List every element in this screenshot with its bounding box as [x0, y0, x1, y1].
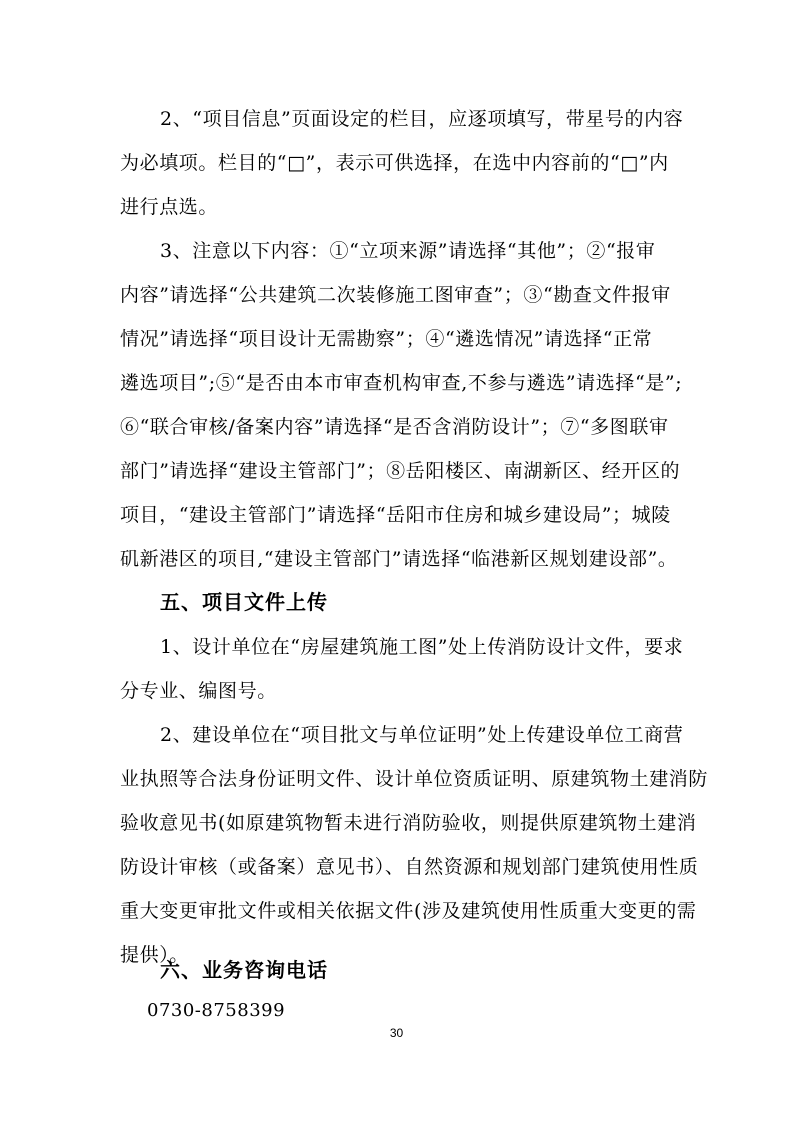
paragraph-line: 2、建设单位在“项目批文与单位证明”处上传建设单位工商营: [160, 724, 684, 746]
paragraph-line: 项目，“建设主管部门”请选择“岳阳市住房和城乡建设局”；城陵: [120, 504, 671, 526]
page-number: 30: [389, 1026, 404, 1040]
paragraph-line: 防设计审核（或备案）意见书）、自然资源和规划部门建筑使用性质: [120, 856, 699, 878]
paragraph-line: 情况”请选择“项目设计无需勘察”；④“遴选情况”请选择“正常: [120, 328, 653, 350]
paragraph-line: 验收意见书(如原建筑物暂未进行消防验收，则提供原建筑物土建消: [120, 812, 697, 834]
paragraph-line: 提供）。: [120, 944, 189, 966]
section-heading: 六、业务咨询电话: [160, 958, 328, 982]
paragraph-line: 业执照等合法身份证明文件、设计单位资质证明、原建筑物土建消防: [120, 768, 709, 790]
paragraph-line: 进行点选。: [120, 196, 219, 218]
paragraph-line: ⑥“联合审核/备案内容”请选择“是否含消防设计”；⑦“多图联审: [120, 416, 669, 438]
paragraph-line: 内容”请选择“公共建筑二次装修施工图审查”；③“勘查文件报审: [120, 284, 671, 306]
paragraph-line: 2、“项目信息”页面设定的栏目，应逐项填写，带星号的内容: [160, 108, 684, 130]
paragraph-line: 重大变更审批文件或相关依据文件(涉及建筑使用性质重大变更的需: [120, 900, 697, 922]
phone-number: 0730-8758399: [147, 1000, 286, 1021]
section-heading: 五、项目文件上传: [160, 590, 328, 614]
paragraph-line: 3、注意以下内容：①“立项来源”请选择“其他”；②“报审: [160, 240, 656, 262]
paragraph-line: 为必填项。栏目的“□”，表示可供选择，在选中内容前的“□”内: [120, 152, 669, 174]
paragraph-line: 遴选项目”;⑤“是否由本市审查机构审查,不参与遴选”请选择“是”;: [120, 372, 683, 394]
paragraph-line: 1、设计单位在“房屋建筑施工图”处上传消防设计文件，要求: [160, 636, 684, 658]
paragraph-line: 矶新港区的项目,“建设主管部门”请选择“临港新区规划建设部”。: [120, 548, 678, 570]
paragraph-line: 部门”请选择“建设主管部门”；⑧岳阳楼区、南湖新区、经开区的: [120, 460, 681, 482]
paragraph-line: 分专业、编图号。: [120, 680, 277, 702]
